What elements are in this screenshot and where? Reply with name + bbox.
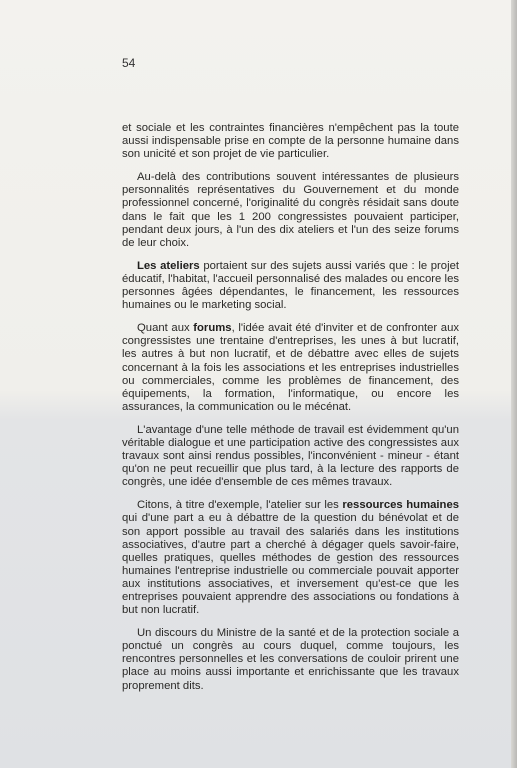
body-text bbox=[122, 122, 459, 703]
paragraph bbox=[122, 171, 459, 250]
paragraph bbox=[122, 627, 459, 692]
bold-term: Les ateliers bbox=[137, 259, 200, 272]
page-edge bbox=[511, 0, 517, 768]
paragraph bbox=[122, 322, 459, 414]
text-run: , l'idée avait été d'inviter et de confronter aux congressistes une trentaine d'entreprises, les unes à but lucratif, les autres à but non lucratif, et de débattre avec elles de sujets concernant à la fois les associations et les entreprises industrielles ou commerciales, comme les problèmes de financement, des équipements, la formation, l'informatique, ou encore les assurances, la communication ou le mécénat. bbox=[122, 322, 460, 413]
text-run: et sociale et les contraintes financières n'empêchent pas la toute aussi indispensable prise en compte de la personne humaine dans son unicité et son projet de vie particulier. bbox=[122, 122, 459, 161]
page-number: 54 bbox=[122, 56, 136, 70]
text-run: qui d'une part a eu à débattre de la question du bénévolat et de son apport possible au travail des salariés dans les institutions associatives, d'autre part a cherché à dégager quels savoir-faire, quelles pratiques, quelles méthodes de gestion des ressources humaines l'entreprise industrielle ou commerciale pouvait apporter aux institutions associatives, et inversement qu'est-ce que les entreprises pouvaient apprendre des associations ou fondations à but non lucratif. bbox=[122, 512, 459, 617]
bold-term: forums bbox=[193, 322, 232, 335]
text-run: Au-delà des contributions souvent intéressantes de plusieurs personnalités représentatives du Gouvernement et du monde professionnel concerné, l'originalité du congrès résidait sans doute dans le fait que les 1 200 congressistes pouvaient participer, pendant deux jours, à l'un des dix ateliers et l'un des seize forums de leur choix. bbox=[122, 171, 459, 249]
paragraph bbox=[122, 424, 459, 489]
paragraph bbox=[122, 122, 459, 161]
text-run: L'avantage d'une telle méthode de travail est évidemment qu'un véritable dialogue et une participation active des congressistes aux travaux sont ainsi rendus possibles, l'inconvénient - mineur - étant qu'on ne peut recueillir que plus tard, à la lecture des rapports de congrès, une idée d'ensemble de ces mêmes travaux. bbox=[122, 423, 459, 489]
bold-term: ressources humaines bbox=[342, 499, 460, 512]
text-run: Citons, à titre d'exemple, l'atelier sur les bbox=[137, 499, 343, 512]
text-run: portaient sur des sujets aussi variés que : le projet éducatif, l'habitat, l'accueil personnalisé des malades ou encore les personnes âgées dépendantes, le financement, les ressources humaines ou le marketing social. bbox=[122, 259, 460, 312]
paragraph bbox=[122, 499, 459, 617]
paragraph bbox=[122, 260, 459, 312]
text-run: Un discours du Ministre de la santé et de la protection sociale a ponctué un congrès au cours duquel, comme toujours, les rencontres personnelles et les conversations de couloir prirent une place au moins aussi importante et enrichissante que les travaux proprement dits. bbox=[122, 627, 459, 692]
text-run: Quant aux bbox=[137, 322, 194, 335]
